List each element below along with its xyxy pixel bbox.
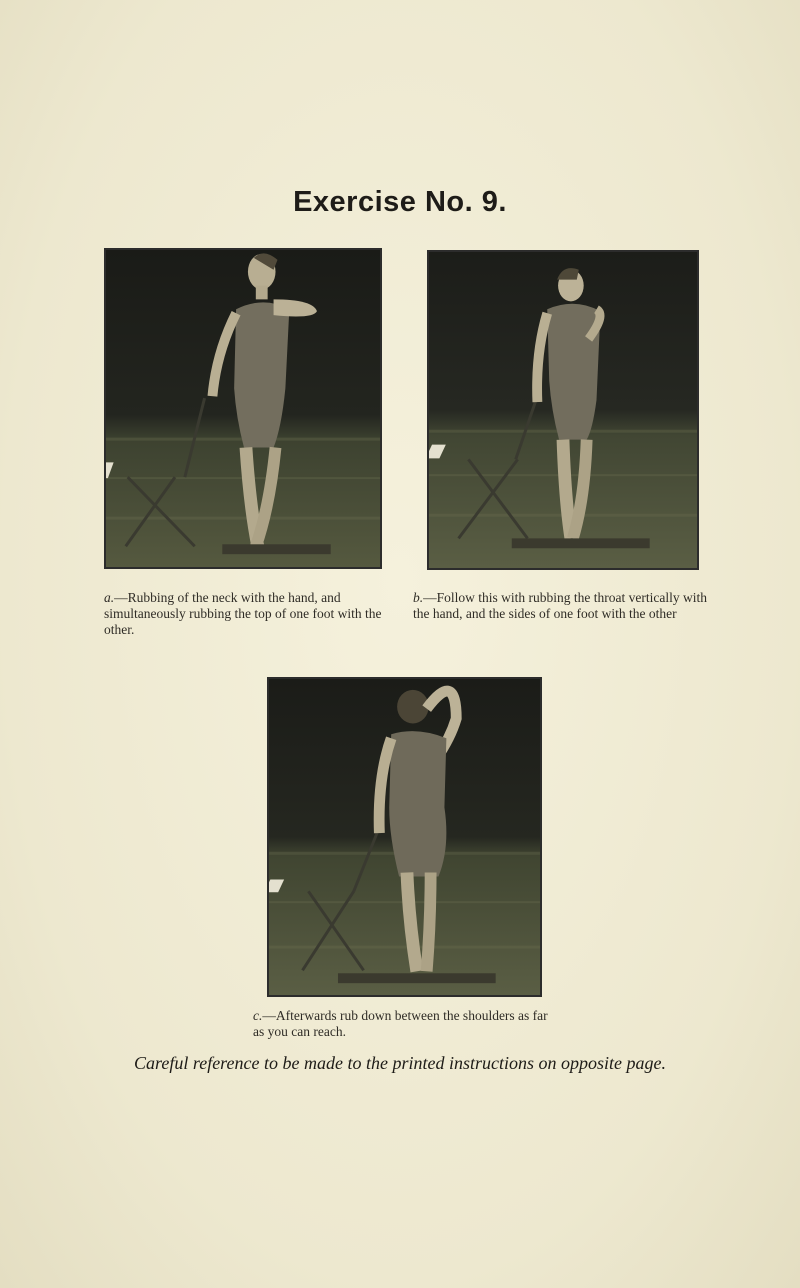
instruction-note: Careful reference to be made to the printed instructions on opposite page. [134, 1053, 666, 1073]
photo-c-figure [269, 679, 540, 995]
photo-b-figure [429, 252, 697, 568]
photo-b [427, 250, 699, 570]
caption-b-letter: b. [413, 590, 424, 605]
caption-c-letter: c. [253, 1008, 263, 1023]
photo-a [104, 248, 382, 569]
page-title: Exercise No. 9. [293, 186, 507, 218]
caption-a-letter: a. [104, 590, 115, 605]
caption-c-text: —Afterwards rub down between the shoulders as far as you can reach. [253, 1008, 548, 1039]
photo-a-figure [106, 250, 380, 567]
caption-b [413, 590, 710, 622]
caption-b-text: —Follow this with rubbing the throat vertically with the hand, and the sides of one foot with the other [413, 590, 707, 621]
caption-c [253, 1008, 553, 1040]
caption-a-text: —Rubbing of the neck with the hand, and simultaneously rubbing the top of one foot with the other. [104, 590, 382, 637]
caption-a [104, 590, 387, 638]
photo-c [267, 677, 542, 997]
